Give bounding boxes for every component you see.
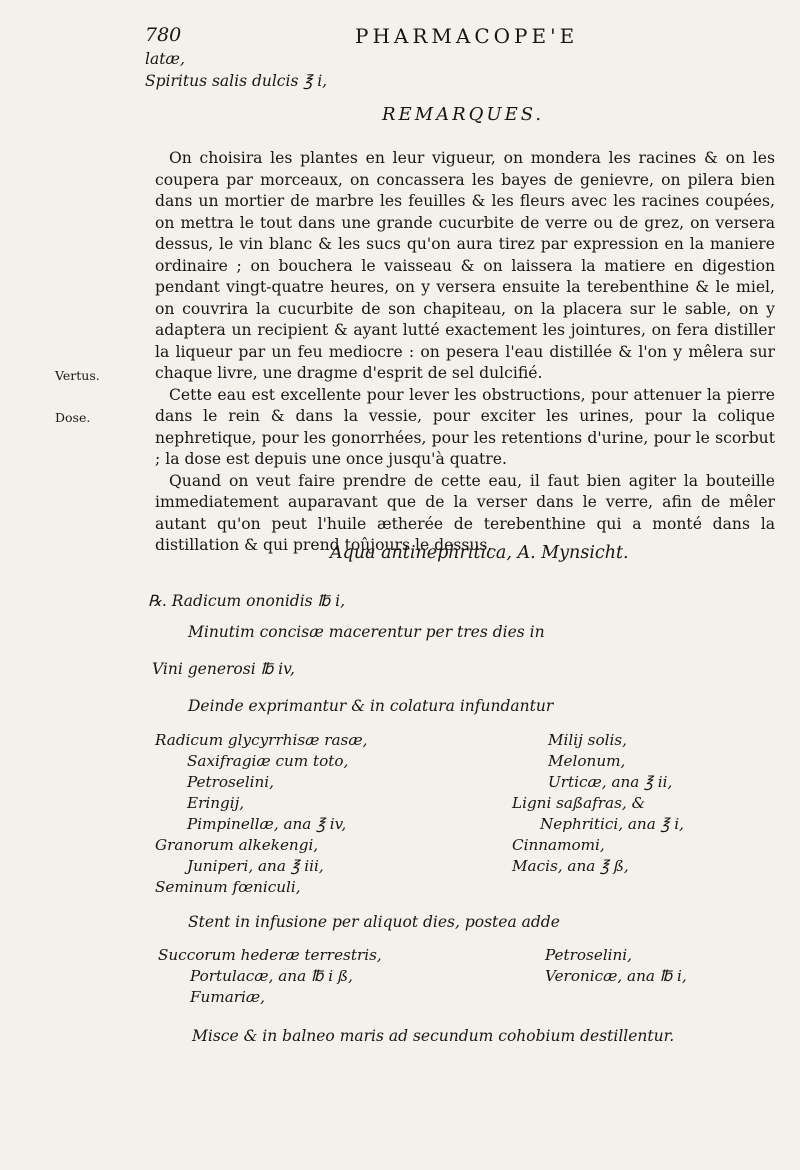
ingredient: Nephritici, ana ℥ i, [540,815,684,833]
running-head: PHARMACOPE'E [355,24,579,48]
ingredient: Succorum hederæ terrestris, [158,946,382,964]
ingredient: Veronicæ, ana ℔ i, [545,967,687,985]
recipe-line: ℞. Radicum ononidis ℔ i, [148,592,346,610]
recipe-title: Aqua antinephritica, A. Mynsicht. [330,543,629,563]
page-header [145,24,780,54]
paragraph-usage: Quand on veut faire prendre de cette eau, il faut bien agiter la bouteille immediatement auparavant que de la verser dans le verre, afin de mêler autant qu'on peut l'huile ætherée de terebenthine qui a monté dans la distillation & qui prend toûjours le dessus. [155,471,775,554]
ingredient: Pimpinellæ, ana ℥ iv, [187,815,347,833]
remarques-text [155,148,775,557]
recipe-line: Misce & in balneo maris ad secundum cohobium destillentur. [192,1027,675,1045]
page-number: 780 [145,24,182,46]
ingredient: Ligni saßafras, & [512,794,646,812]
ingredient-column-right [512,730,684,877]
ingredient: Cinnamomi, [512,836,605,854]
ingredient: Fumariæ, [190,988,265,1006]
continued-line: Spiritus salis dulcis ℥ i, [145,72,328,90]
continued-line: latæ, [145,50,185,68]
ingredient: Granorum alkekengi, [155,836,319,854]
paragraph-virtues: Cette eau est excellente pour lever les obstructions, pour attenuer la pierre dans le rein & dans la vessie, pour exciter les urines, pour la colique nephretique, pour les gonorrhées, pour les retentions d'urine, pour le scorbut ; la dose est depuis une once jusqu'à quatre. [155,385,775,468]
ingredient: Petroselini, [545,946,632,964]
ingredient: Melonum, [548,752,626,770]
recipe-line: Minutim concisæ macerentur per tres dies in [188,623,545,641]
ingredient: Portulacæ, ana ℔ i ß, [190,967,353,985]
ingredient: Juniperi, ana ℥ iii, [187,857,324,875]
ingredient: Petroselini, [187,773,274,791]
recipe-line: Deinde exprimantur & in colatura infundantur [188,697,554,715]
ingredient: Urticæ, ana ℥ ii, [548,773,673,791]
ingredient: Eringij, [187,794,245,812]
ingredient: Macis, ana ℥ ß, [512,857,629,875]
ingredient: Saxifragiæ cum toto, [187,752,349,770]
section-title: REMARQUES. [382,104,545,125]
ingredient: Seminum fœniculi, [155,878,301,896]
ingredient-column-left [155,730,367,898]
recipe-line: Stent in infusione per aliquot dies, postea adde [188,913,560,931]
ingredient-column-left-2 [158,945,382,1008]
paragraph-preparation: On choisira les plantes en leur vigueur, on mondera les racines & on les coupera par morceaux, on concassera les bayes de genievre, on pilera bien dans un mortier de marbre les feuilles & les fleurs avec les racines coupées, on mettra le tout dans une grande cucurbite de verre ou de grez, on versera dessus, le vin blanc & les sucs qu'on aura tirez par expression en la maniere ordinaire ; on bouchera le vaisseau & on laissera la matiere en digestion pendant vingt-quatre heures, on y versera ensuite la terebenthine & le miel, on couvrira la cucurbite de son chapiteau, on la placera sur le sable, on y adaptera un recipient & ayant lutté exactement les jointures, on fera distiller la liqueur par un feu mediocre : on pesera l'eau distillée & l'on y mêlera sur chaque livre, une dragme d'esprit de sel dulcifié. [155,149,775,382]
recipe-line: Vini generosi ℔ iv, [152,660,295,678]
ingredient: Radicum glycyrrhisæ rasæ, [155,731,368,749]
ingredient-column-right-2 [545,945,687,987]
ingredient: Milij solis, [548,731,627,749]
margin-note-dose: Dose. [55,410,91,425]
margin-note-vertus: Vertus. [55,368,100,383]
